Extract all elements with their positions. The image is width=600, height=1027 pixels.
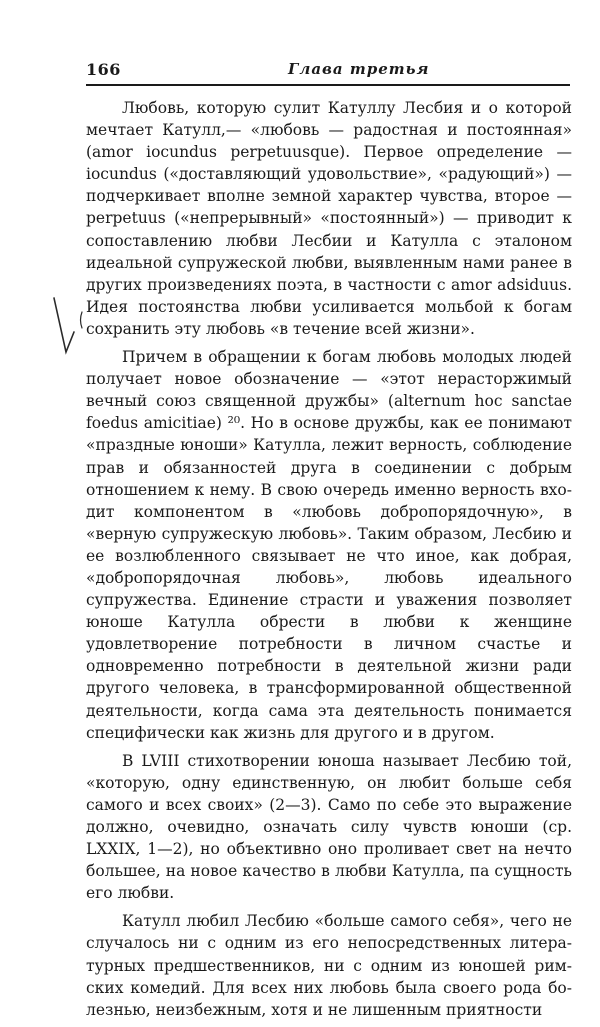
page-header [86,58,570,82]
page-number: 166 [86,60,121,79]
header-rule [86,84,570,86]
body-text [86,97,572,1027]
paragraph: В LVIII стихотворении юноша называет Лесбию той, «которую, одну единственную, он любит больше себя самого и всех своих» (2—3). Само по себе это выражение должно, очевидно, означать силу чувств юноши (ср. LXXIX, 1—2), но объективно оно проливает свет на нечто большее, на новое качество в любви Катулла, па сущность его любви. [86,751,572,903]
paragraph: Катулл любил Лесбию «больше самого себя», чего не случалось ни с одним из его непосредственных литературных предшественников, ни с одним из юношей римских комедий. Для всех них любовь была своего рода болезнью, неизбежным, хотя и не лишенным приятности [86,912,572,1019]
running-head: Глава третья [288,60,430,78]
paragraph: Причем в обращении к богам любовь молодых людей получает новое обозначение — «этот нерасторжимый вечный союз священной дружбы» (alternum hoc sanctae foedus amicitiae) ²⁰. Но в основе дружбы, как ее понимают «праздные юноши» Катулла, лежит верность, соблюдение прав и обязанностей друга в соединении с добрым отношением к нему. В свою очередь именно верность входит компонентом в «любовь добропорядочную», в «верную супружескую любовь». Таким образом, Лесбию и ее возлюбленного связывает не что иное, как добрая, «добропорядочная любовь», любовь идеального супружества. Единение страсти и уважения позволяет юноше Катулла обрести в любви к женщине удовлетворение потребности в личном счастье и одновременно потребности в деятельной жизни ради другого человека, в трансформированной общественной деятельности, когда сама эта деятельность понимается специфически как жизнь для другого и в другом. [86,348,572,742]
paragraph: Любовь, которую сулит Катуллу Лесбия и о которой мечтает Катулл,— «любовь — радостная и постоянная» (amor iocundus perpetuusque). Первое определение — iocundus («доставляющий удовольствие», «радующий») — подчеркивает вполне земной характер чувства, второе — perpetuus («непрерывный» «постоянный») — приводит к сопоставлению любви Лесбии и Катулла с эталоном идеальной супружеской любви, выявленным нами ранее в других произведениях поэта, в частности с amor adsiduus. Идея постоянства любви усиливается мольбой к богам сохранить эту любовь «в течение всей жизни». [86,99,572,338]
